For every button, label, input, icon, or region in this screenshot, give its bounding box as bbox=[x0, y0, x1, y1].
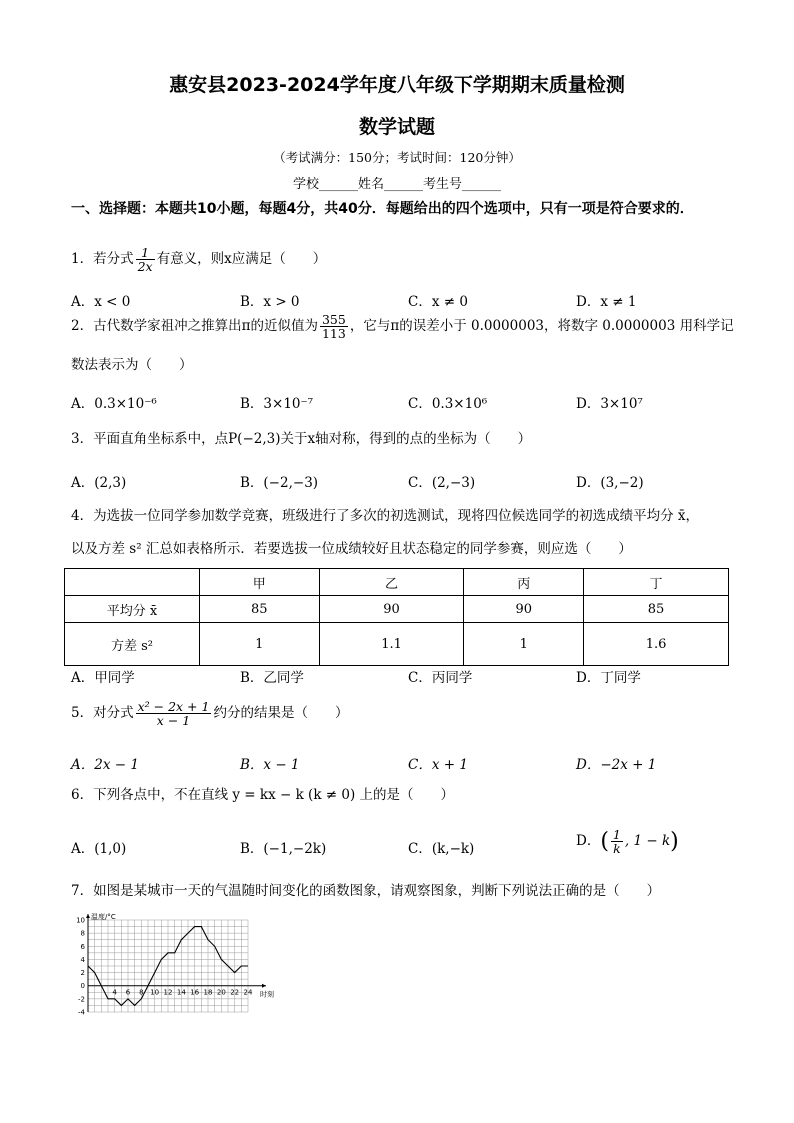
x-tick-label: 22 bbox=[230, 988, 240, 997]
question-4-line2: 以及方差 s² 汇总如表格所示．若要选拔一位成绩较好且状态稳定的同学参赛，则应选（ ） bbox=[71, 541, 632, 557]
fraction: $\frac{1}{2x}$ bbox=[137, 245, 153, 275]
option-c[interactable]: C．(k,−k) bbox=[408, 841, 475, 857]
question-3: 3．平面直角坐标系中，点P(−2,3)关于x轴对称，得到的点的坐标为（ ） bbox=[71, 431, 532, 447]
y-tick-label: 4 bbox=[80, 955, 85, 964]
question-5 bbox=[71, 700, 736, 727]
option-a[interactable]: A．2x − 1 bbox=[71, 757, 139, 773]
option-b[interactable]: B．x > 0 bbox=[240, 294, 300, 310]
x-tick-label: 4 bbox=[112, 988, 117, 997]
table-cell: 1 bbox=[464, 623, 584, 666]
option-c[interactable]: C．(2,−3) bbox=[408, 475, 476, 491]
question-text: 5．对分式 bbox=[71, 705, 134, 722]
option-b[interactable]: B．乙同学 bbox=[240, 670, 304, 686]
table-cell: 85 bbox=[200, 596, 320, 623]
y-axis-arrow bbox=[86, 914, 90, 918]
x-tick-label: 18 bbox=[203, 988, 213, 997]
table-cell bbox=[65, 569, 200, 596]
question-text: ，它与π的误差小于 0.0000003，将数字 0.0000003 用科学记 bbox=[349, 318, 734, 335]
y-axis-label: 温度/°C bbox=[91, 913, 116, 921]
table-cell: 90 bbox=[464, 596, 584, 623]
option-c[interactable]: C．丙同学 bbox=[408, 670, 473, 686]
table-header-row bbox=[65, 569, 729, 596]
x-tick-label: 14 bbox=[176, 988, 186, 997]
option-label: D． bbox=[576, 833, 601, 850]
option-a[interactable]: A．x < 0 bbox=[71, 294, 131, 310]
question-text: 1．若分式 bbox=[71, 251, 134, 268]
fraction: $\frac{1}{k}$ bbox=[612, 827, 621, 857]
option-c[interactable]: C．x + 1 bbox=[408, 757, 468, 773]
option-d[interactable]: D．3×10⁷ bbox=[576, 396, 643, 412]
question-6: 6．下列各点中，不在直线 y = kx − k (k ≠ 0) 上的是（ ） bbox=[71, 787, 455, 803]
temperature-chart bbox=[64, 910, 294, 1020]
exam-info: （考试满分：150分；考试时间：120分钟） bbox=[273, 150, 521, 165]
question-text: 有意义，则x应满足（ ） bbox=[156, 251, 327, 268]
table-cell: 90 bbox=[319, 596, 464, 623]
x-tick-label: 24 bbox=[243, 988, 253, 997]
table-cell: 丙 bbox=[464, 569, 584, 596]
option-b[interactable]: B．x − 1 bbox=[240, 757, 300, 773]
option-d[interactable]: D．−2x + 1 bbox=[576, 757, 657, 773]
question-2 bbox=[71, 313, 736, 340]
table-cell: 平均分 x̄ bbox=[65, 596, 200, 623]
x-tick-label: 12 bbox=[163, 988, 173, 997]
x-tick-label: 20 bbox=[216, 988, 226, 997]
table-cell: 丁 bbox=[584, 569, 729, 596]
option-a[interactable]: A．甲同学 bbox=[71, 670, 135, 686]
y-tick-label: 8 bbox=[80, 929, 85, 938]
table-cell: 方差 s² bbox=[65, 623, 200, 666]
option-d[interactable]: D．丁同学 bbox=[576, 670, 641, 686]
x-tick-label: 8 bbox=[139, 988, 144, 997]
score-table bbox=[64, 568, 729, 666]
option-d[interactable]: D．( $\frac{1}{k}$ , 1 − k) bbox=[576, 827, 679, 857]
question-text: 约分的结果是（ ） bbox=[213, 705, 349, 722]
option-d[interactable]: D．x ≠ 1 bbox=[576, 294, 637, 310]
question-1 bbox=[71, 246, 736, 273]
table-cell: 1.6 bbox=[584, 623, 729, 666]
y-tick-label: 10 bbox=[76, 916, 85, 925]
option-a[interactable]: A．(1,0) bbox=[71, 841, 127, 857]
y-tick-label: 0 bbox=[80, 982, 85, 991]
table-cell: 1.1 bbox=[319, 623, 464, 666]
option-b[interactable]: B．3×10⁻⁷ bbox=[240, 396, 314, 412]
table-row bbox=[65, 596, 729, 623]
section-heading: 一、选择题：本题共10小题，每题4分，共40分．每题给出的四个选项中，只有一项是符合要求的． bbox=[71, 201, 694, 217]
option-c[interactable]: C．x ≠ 0 bbox=[408, 294, 468, 310]
x-tick-label: 6 bbox=[125, 988, 131, 997]
x-axis-arrow bbox=[262, 984, 266, 988]
page-title: 惠安县2023-2024学年度八年级下学期期末质量检测 bbox=[169, 74, 625, 96]
option-c[interactable]: C．0.3×10⁶ bbox=[408, 396, 488, 412]
table-cell: 乙 bbox=[319, 569, 464, 596]
x-axis-label: 时刻 bbox=[260, 990, 274, 999]
option-b[interactable]: B．(−1,−2k) bbox=[240, 841, 327, 857]
fraction: $\frac{355}{113}$ bbox=[321, 312, 346, 342]
question-4: 4．为选拔一位同学参加数学竞赛，班级进行了多次的初选测试，现将四位候选同学的初选成绩平均分 x̄， bbox=[71, 508, 699, 524]
y-tick-label: -2 bbox=[78, 995, 85, 1004]
table-cell: 85 bbox=[584, 596, 729, 623]
table-row bbox=[65, 623, 729, 666]
y-tick-label: 6 bbox=[80, 942, 85, 951]
option-a[interactable]: A．(2,3) bbox=[71, 475, 127, 491]
option-d[interactable]: D．(3,−2) bbox=[576, 475, 644, 491]
y-tick-label: 2 bbox=[80, 969, 85, 978]
x-tick-label: 10 bbox=[150, 988, 160, 997]
student-info-line: 学校______姓名______考生号______ bbox=[292, 177, 501, 192]
question-text: 2．古代数学家祖冲之推算出π的近似值为 bbox=[71, 318, 318, 335]
question-2-line2: 数法表示为（ ） bbox=[71, 357, 193, 373]
question-7: 7．如图是某城市一天的气温随时间变化的函数图象，请观察图象，判断下列说法正确的是（ ） bbox=[71, 883, 661, 899]
option-tail: , 1 − k bbox=[624, 833, 671, 850]
fraction: $\frac{\text{x² − 2x + 1}}{x - 1}$ bbox=[137, 699, 210, 729]
table-cell: 1 bbox=[200, 623, 320, 666]
x-tick-label: 16 bbox=[190, 988, 200, 997]
option-a[interactable]: A．0.3×10⁻⁶ bbox=[71, 396, 157, 412]
y-tick-label: -4 bbox=[78, 1008, 85, 1017]
subject-title: 数学试题 bbox=[358, 116, 435, 138]
option-b[interactable]: B．(−2,−3) bbox=[240, 475, 319, 491]
table-cell: 甲 bbox=[200, 569, 320, 596]
